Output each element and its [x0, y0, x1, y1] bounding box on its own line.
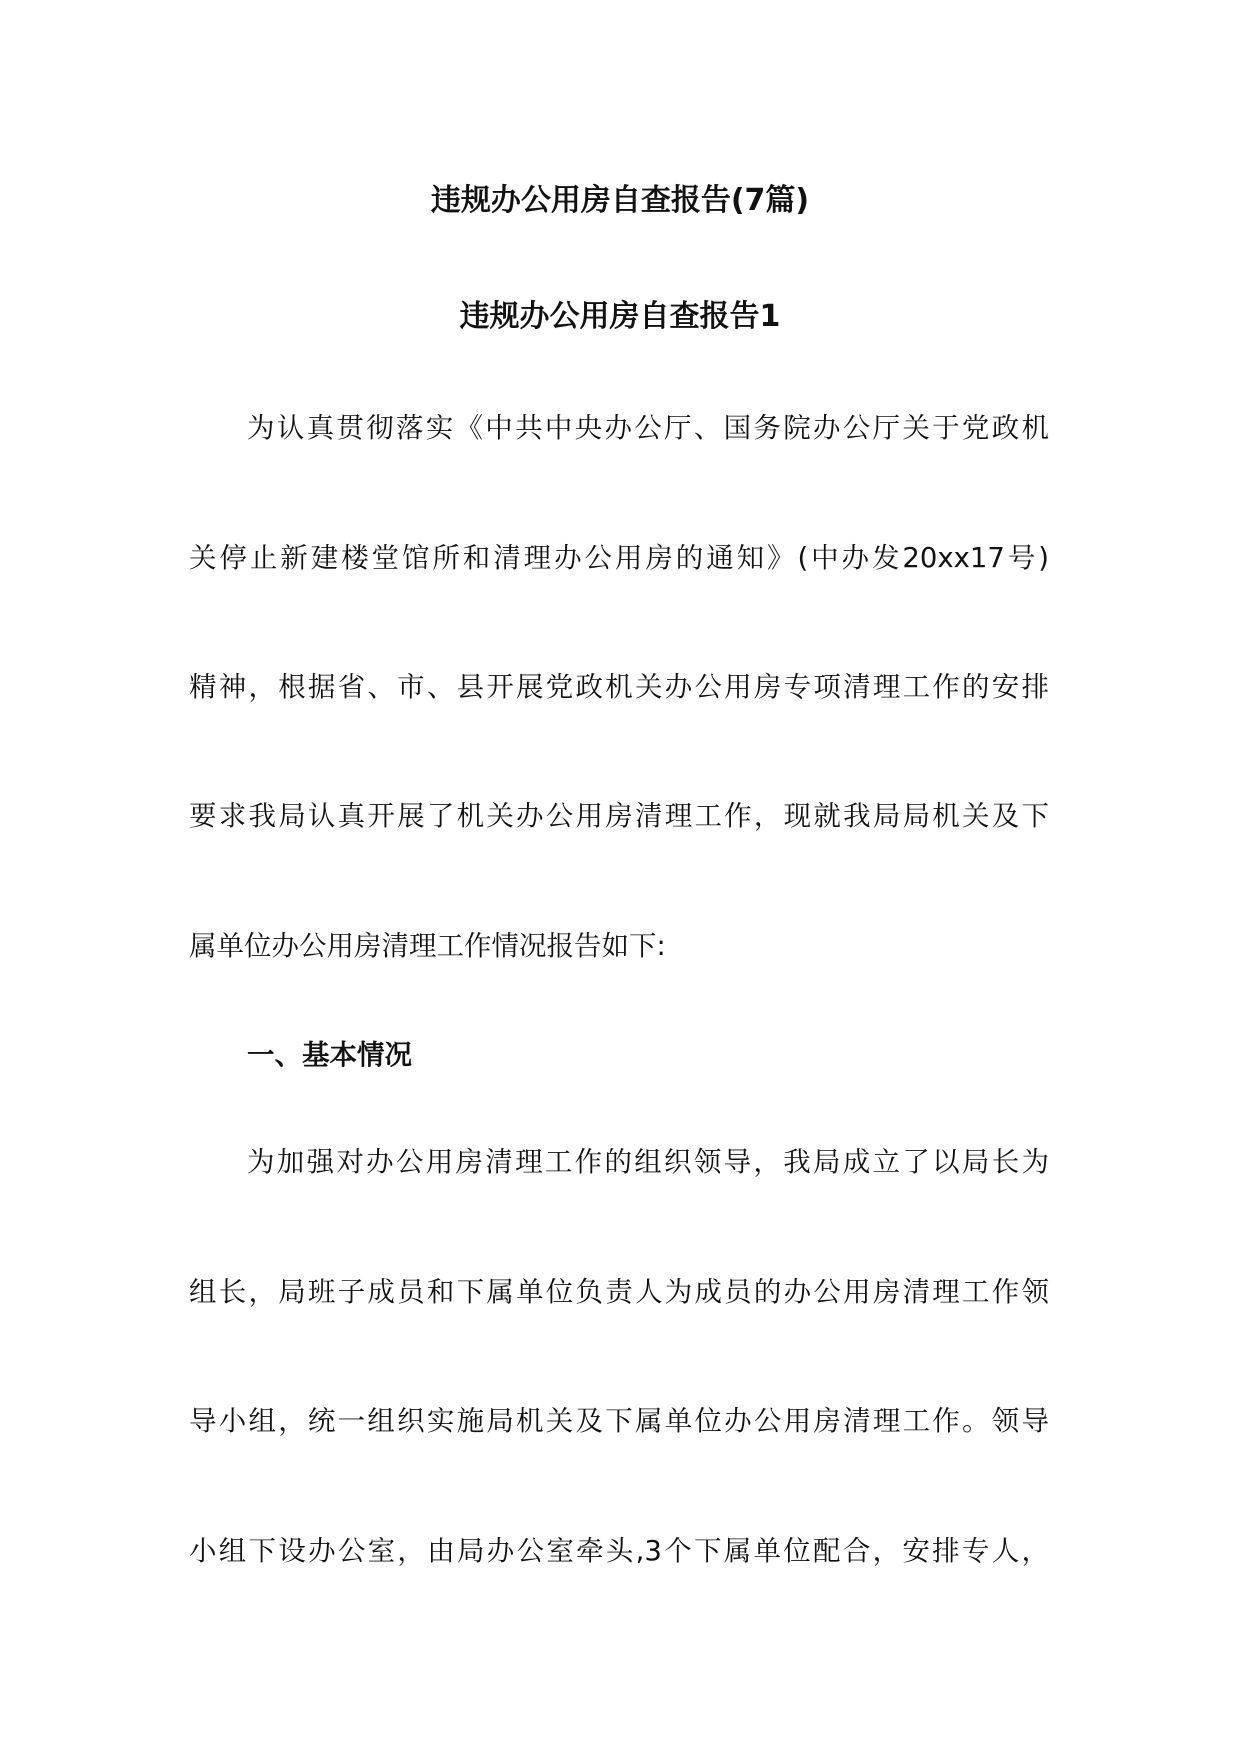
document-title: 违规办公用房自查报告(7篇): [430, 183, 810, 218]
paragraph-line: 属单位办公用房清理工作情况报告如下:: [189, 930, 666, 962]
paragraph-line: 导小组，统一组织实施局机关及下属单位办公用房清理工作。领导: [189, 1405, 1049, 1437]
paragraph-line: 精神，根据省、市、县开展党政机关办公用房专项清理工作的安排: [189, 671, 1049, 703]
document-subtitle: 违规办公用房自查报告1: [459, 299, 781, 334]
paragraph-line: 要求我局认真开展了机关办公用房清理工作，现就我局局机关及下: [189, 800, 1049, 832]
section-heading: 一、基本情况: [247, 1039, 412, 1071]
paragraph-line: 组长，局班子成员和下属单位负责人为成员的办公用房清理工作领: [189, 1276, 1049, 1308]
paragraph-line: 为加强对办公用房清理工作的组织领导，我局成立了以局长为: [247, 1146, 1049, 1178]
paragraph-line: 关停止新建楼堂馆所和清理办公用房的通知》(中办发20xx17号): [189, 542, 1049, 574]
paragraph-line: 小组下设办公室，由局办公室牵头,3个下属单位配合，安排专人，: [189, 1535, 1049, 1567]
paragraph-line: 为认真贯彻落实《中共中央办公厅、国务院办公厅关于党政机: [247, 412, 1049, 444]
